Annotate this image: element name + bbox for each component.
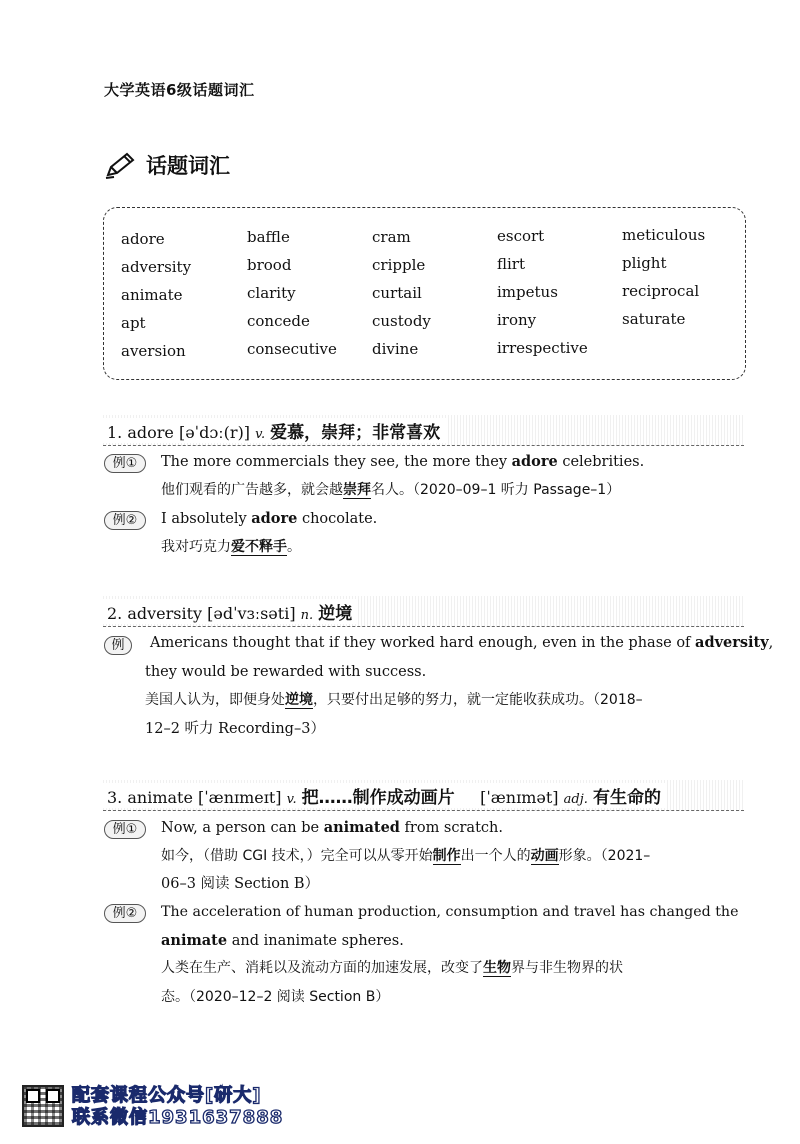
example-english: Now, a person can be animated from scratch. bbox=[161, 819, 503, 836]
example-chinese: 我对巧克力爱不释手。 bbox=[161, 539, 301, 555]
entry-headline bbox=[103, 599, 358, 624]
promo-text bbox=[72, 1085, 283, 1129]
example-label: 例② bbox=[104, 904, 146, 923]
example-chinese-cont: 12–2 听力 Recording–3） bbox=[145, 721, 325, 737]
meaning: 把……制作成动画片 bbox=[301, 787, 455, 808]
vocab-word: irrespective bbox=[497, 339, 588, 357]
vocab-column bbox=[247, 227, 337, 367]
part-of-speech: adj. bbox=[563, 791, 588, 807]
vocab-word: flirt bbox=[497, 255, 526, 273]
example-chinese: 他们观看的广告越多，就会越崇拜名人。（2020–09–1 听力 Passage–1） bbox=[161, 482, 621, 498]
vocab-word: consecutive bbox=[247, 340, 337, 358]
promo-line-2: 联系微信1931637888 bbox=[72, 1107, 284, 1128]
vocab-word: meticulous bbox=[622, 226, 706, 244]
example-chinese: 人类在生产、消耗以及流动方面的加速发展，改变了生物界与非生物界的状 bbox=[161, 960, 623, 976]
vocab-word: saturate bbox=[622, 310, 686, 328]
vocab-word: brood bbox=[247, 256, 292, 274]
part-of-speech: v. bbox=[255, 426, 266, 442]
vocab-word: cram bbox=[372, 228, 411, 246]
entry-heading-adore bbox=[103, 415, 744, 446]
headword: 2. adversity [ədˈvɜːsəti] bbox=[107, 603, 296, 623]
vocab-list-box bbox=[103, 207, 746, 380]
entry-heading-adversity bbox=[103, 596, 744, 627]
promo-watermark bbox=[22, 1085, 283, 1129]
vocab-column bbox=[121, 229, 191, 369]
qr-code-icon bbox=[22, 1085, 64, 1127]
vocab-word: impetus bbox=[497, 283, 558, 301]
part-of-speech: n. bbox=[300, 607, 314, 623]
vocab-word: plight bbox=[622, 254, 667, 272]
vocab-column bbox=[622, 225, 705, 337]
vocab-word: adore bbox=[121, 230, 165, 248]
meaning: 逆境 bbox=[318, 603, 353, 624]
example-english: The more commercials they see, the more they adore celebrities. bbox=[161, 453, 645, 470]
example-english: Americans thought that if they worked hard enough, even in the phase of adversity, bbox=[150, 634, 774, 651]
example-chinese: 如今，（借助 CGI 技术，）完全可以从零开始制作出一个人的动画形象。（2021– bbox=[161, 848, 651, 864]
part-of-speech: v. bbox=[286, 791, 297, 807]
promo-line-1: 配套课程公众号[研大] bbox=[72, 1085, 262, 1106]
vocab-word: escort bbox=[497, 227, 545, 245]
vocab-word: reciprocal bbox=[622, 282, 700, 300]
headword: 1. adore [əˈdɔː(r)] bbox=[107, 422, 251, 442]
example-chinese: 美国人认为，即便身处逆境，只要付出足够的努力，就一定能收获成功。（2018– bbox=[145, 692, 643, 708]
vocab-word: animate bbox=[121, 286, 183, 304]
vocab-word: clarity bbox=[247, 284, 296, 302]
example-label: 例 bbox=[104, 636, 132, 655]
example-english: The acceleration of human production, consumption and travel has changed the bbox=[161, 904, 739, 920]
section-heading bbox=[102, 150, 230, 180]
vocab-word: apt bbox=[121, 314, 146, 332]
vocab-word: irony bbox=[497, 311, 537, 329]
example-label: 例① bbox=[104, 820, 146, 839]
example-english-cont: they would be rewarded with success. bbox=[145, 664, 427, 680]
vocab-word: baffle bbox=[247, 228, 290, 246]
example-english: I absolutely adore chocolate. bbox=[161, 510, 378, 527]
example-chinese-cont: 态。（2020–12–2 阅读 Section B） bbox=[161, 989, 390, 1005]
vocab-column bbox=[497, 226, 588, 366]
headword: 3. animate [ˈænɪmeɪt] bbox=[107, 787, 282, 807]
example-label: 例① bbox=[104, 454, 146, 473]
vocab-word: custody bbox=[372, 312, 431, 330]
section-title: 话题词汇 bbox=[146, 154, 230, 178]
entry-heading-animate bbox=[103, 780, 744, 811]
example-label: 例② bbox=[104, 511, 146, 530]
vocab-word: curtail bbox=[372, 284, 422, 302]
vocab-word: adversity bbox=[121, 258, 192, 276]
vocab-word: divine bbox=[372, 340, 419, 358]
headword-variant: [ˈænɪmət] bbox=[480, 787, 559, 807]
meaning: 有生命的 bbox=[592, 787, 661, 808]
vocab-word: concede bbox=[247, 312, 310, 330]
running-header: 大学英语6级话题词汇 bbox=[104, 81, 255, 99]
vocab-column bbox=[372, 227, 431, 367]
vocab-word: aversion bbox=[121, 342, 186, 360]
example-chinese-cont: 06–3 阅读 Section B） bbox=[161, 876, 320, 892]
entry-headline bbox=[103, 783, 667, 808]
meaning: 爱慕，崇拜；非常喜欢 bbox=[270, 422, 441, 443]
pencil-icon bbox=[102, 150, 138, 180]
vocab-word: cripple bbox=[372, 256, 426, 274]
entry-headline bbox=[103, 418, 446, 443]
example-english-cont: animate and inanimate spheres. bbox=[161, 932, 404, 949]
